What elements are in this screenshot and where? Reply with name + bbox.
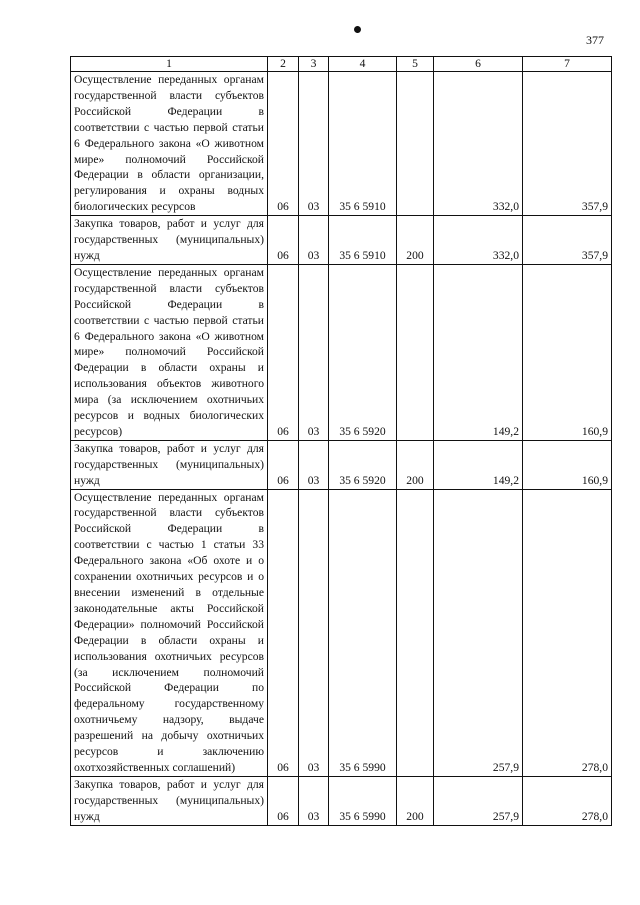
- row-section: 06: [268, 264, 299, 440]
- row-code: 35 6 5920: [329, 264, 397, 440]
- row-value-1: 149,2: [434, 440, 523, 489]
- row-section: 06: [268, 216, 299, 265]
- row-subsection: 03: [299, 489, 329, 776]
- row-section: 06: [268, 440, 299, 489]
- row-value-1: 149,2: [434, 264, 523, 440]
- row-type: 200: [397, 440, 434, 489]
- row-code: 35 6 5910: [329, 216, 397, 265]
- header-col-3: 3: [299, 57, 329, 72]
- row-type: 200: [397, 216, 434, 265]
- row-code: 35 6 5990: [329, 489, 397, 776]
- row-value-2: 160,9: [523, 440, 612, 489]
- table-row: [71, 440, 612, 489]
- table-row: [71, 216, 612, 265]
- row-value-2: 357,9: [523, 216, 612, 265]
- row-subsection: 03: [299, 216, 329, 265]
- row-description: Закупка товаров, работ и услуг для государственных (муниципальных) нужд: [71, 776, 268, 825]
- row-code: 35 6 5910: [329, 72, 397, 216]
- row-value-2: 278,0: [523, 776, 612, 825]
- row-subsection: 03: [299, 72, 329, 216]
- row-value-1: 257,9: [434, 489, 523, 776]
- budget-table: [70, 56, 612, 826]
- page-number: 377: [586, 33, 604, 47]
- header-col-2: 2: [268, 57, 299, 72]
- row-value-2: 160,9: [523, 264, 612, 440]
- row-subsection: 03: [299, 776, 329, 825]
- row-subsection: 03: [299, 264, 329, 440]
- table-row: [71, 72, 612, 216]
- row-value-1: 332,0: [434, 72, 523, 216]
- row-type: 200: [397, 776, 434, 825]
- row-description: Осуществление переданных органам государственной власти субъектов Российской Федерации в соответствии с частью первой статьи 6 Федерального закона «О животном мире» полномочий Российской Федерации в области организации, регулирования и охраны водных биологических ресурсов: [71, 72, 268, 216]
- header-col-4: 4: [329, 57, 397, 72]
- row-description: Осуществление переданных органам государственной власти субъектов Российской Федерации в соответствии с частью первой статьи 6 Федерального закона «О животном мире» полномочий Российской Федерации в области охраны и использования объектов животного мира (за исключением охотничьих ресурсов и водных биологических ресурсов): [71, 264, 268, 440]
- header-col-7: 7: [523, 57, 612, 72]
- row-value-1: 332,0: [434, 216, 523, 265]
- row-type: [397, 264, 434, 440]
- row-description: Закупка товаров, работ и услуг для государственных (муниципальных) нужд: [71, 216, 268, 265]
- row-value-2: 357,9: [523, 72, 612, 216]
- table-row: [71, 776, 612, 825]
- row-type: [397, 72, 434, 216]
- header-col-1: 1: [71, 57, 268, 72]
- row-code: 35 6 5920: [329, 440, 397, 489]
- row-description: Осуществление переданных органам государственной власти субъектов Российской Федерации в соответствии с частью 1 статьи 33 Федерального закона «Об охоте и о сохранении охотничьих ресурсов и о внесении изменений в отдельные законодательные акты Российской Федерации» полномочий Российской Федерации в области охраны и использования охотничьих ресурсов (за исключением полномочий Российской Федерации по федеральному государственному охотничьему надзору, выдаче разрешений на добычу охотничьих ресурсов и заключению охотхозяйственных соглашений): [71, 489, 268, 776]
- row-value-1: 257,9: [434, 776, 523, 825]
- row-code: 35 6 5990: [329, 776, 397, 825]
- row-section: 06: [268, 776, 299, 825]
- table-row: [71, 489, 612, 776]
- row-subsection: 03: [299, 440, 329, 489]
- header-col-5: 5: [397, 57, 434, 72]
- row-section: 06: [268, 489, 299, 776]
- row-value-2: 278,0: [523, 489, 612, 776]
- row-section: 06: [268, 72, 299, 216]
- row-description: Закупка товаров, работ и услуг для государственных (муниципальных) нужд: [71, 440, 268, 489]
- row-type: [397, 489, 434, 776]
- table-row: [71, 264, 612, 440]
- header-col-6: 6: [434, 57, 523, 72]
- scan-mark: [353, 25, 363, 35]
- header-row: [71, 57, 612, 72]
